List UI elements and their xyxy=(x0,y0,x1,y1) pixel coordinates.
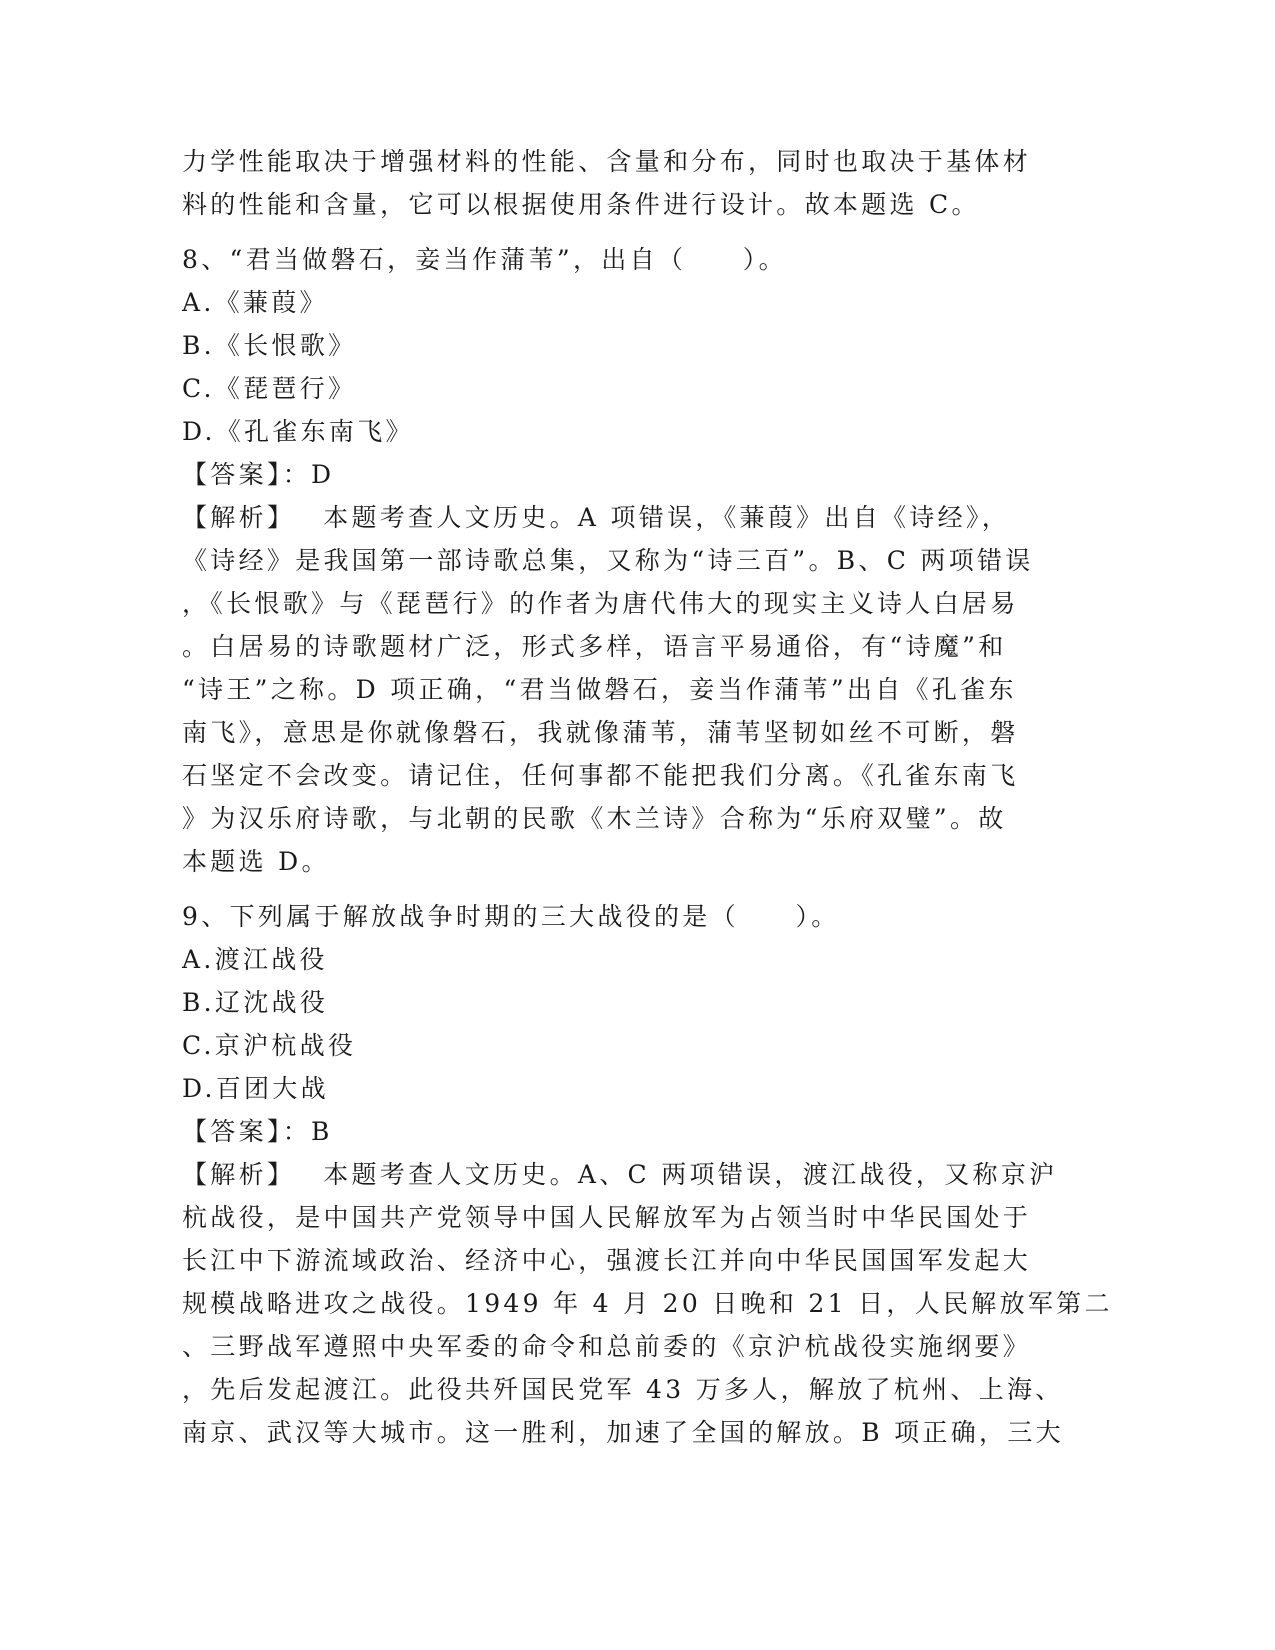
question-9 xyxy=(182,895,1113,1454)
analysis-line: 、三野战军遵照中央军委的命令和总前委的《京沪杭战役实施纲要》 xyxy=(182,1332,1032,1361)
analysis-text: 本题考查人文历史。A、C 两项错误，渡江战役，又称京沪 xyxy=(323,1160,1058,1189)
analysis-label: 【解析】 xyxy=(182,1160,296,1189)
analysis-line: 南京、武汉等大城市。这一胜利，加速了全国的解放。B 项正确，三大 xyxy=(182,1418,1064,1447)
option-a: A.渡江战役 xyxy=(182,945,328,974)
analysis-line: 石坚定不会改变。请记住，任何事都不能把我们分离。《孔雀东南飞 xyxy=(182,761,1019,790)
analysis-line: ，《长恨歌》与《琵琶行》的作者为唐代伟大的现实主义诗人白居易 xyxy=(182,589,1019,618)
option-b: B.《长恨歌》 xyxy=(182,331,357,360)
answer-line xyxy=(182,453,1042,496)
analysis-line: 本题选 D。 xyxy=(182,847,330,876)
paragraph-spacer xyxy=(182,883,1042,895)
text-line: 料的性能和含量，它可以根据使用条件进行设计。故本题选 C。 xyxy=(182,190,980,219)
analysis-first-line xyxy=(182,1153,1058,1196)
answer-line xyxy=(182,1110,1042,1153)
analysis-label: 【解析】 xyxy=(182,503,296,532)
paragraph-spacer xyxy=(182,226,1042,238)
analysis-line: 南飞》，意思是你就像磐石，我就像蒲苇，蒲苇坚韧如丝不可断，磐 xyxy=(182,718,1019,747)
analysis-line: ，先后发起渡江。此役共歼国民党军 43 万多人，解放了杭州、上海、 xyxy=(182,1375,1064,1404)
option-a: A.《蒹葭》 xyxy=(182,288,328,317)
analysis-text: 本题考查人文历史。A 项错误，《蒹葭》出自《诗经》， xyxy=(323,503,1011,532)
answer-value: D xyxy=(311,460,335,489)
analysis-line: “诗王”之称。D 项正确，“君当做磐石，妾当作蒲苇”出自《孔雀东 xyxy=(182,675,1017,704)
question-8 xyxy=(182,238,1042,883)
document-page xyxy=(182,140,1113,1454)
answer-label: 【答案】： xyxy=(182,1117,312,1146)
analysis-line: 《诗经》是我国第一部诗歌总集，又称为“诗三百”。B、C 两项错误 xyxy=(182,546,1034,575)
previous-explanation xyxy=(182,140,1042,226)
analysis-line: 长江中下游流域政治、经济中心，强渡长江并向中华民国国军发起大 xyxy=(182,1246,1032,1275)
option-d: D.《孔雀东南飞》 xyxy=(182,417,414,446)
answer-value: B xyxy=(311,1117,333,1146)
option-d: D.百团大战 xyxy=(182,1074,329,1103)
question-text: 9、下列属于解放战争时期的三大战役的是（ ）。 xyxy=(182,902,840,931)
option-c: C.《琵琶行》 xyxy=(182,374,357,403)
analysis-first-line xyxy=(182,496,1042,539)
analysis-line: 规模战略进攻之战役。1949 年 4 月 20 日晚和 21 日，人民解放军第二 xyxy=(182,1289,1113,1318)
analysis-line: 》为汉乐府诗歌，与北朝的民歌《木兰诗》合称为“乐府双璧”。故 xyxy=(182,804,1007,833)
option-b: B.辽沈战役 xyxy=(182,988,329,1017)
answer-label: 【答案】： xyxy=(182,460,312,489)
analysis-line: 杭战役，是中国共产党领导中国人民解放军为占领当时中华民国处于 xyxy=(182,1203,1032,1232)
question-text: 8、“君当做磐石，妾当作蒲苇”，出自（ ）。 xyxy=(182,245,787,274)
analysis-line: 。白居易的诗歌题材广泛，形式多样，语言平易通俗，有“诗魔”和 xyxy=(182,632,1007,661)
text-line: 力学性能取决于增强材料的性能、含量和分布，同时也取决于基体材 xyxy=(182,147,1032,176)
option-c: C.京沪杭战役 xyxy=(182,1031,357,1060)
